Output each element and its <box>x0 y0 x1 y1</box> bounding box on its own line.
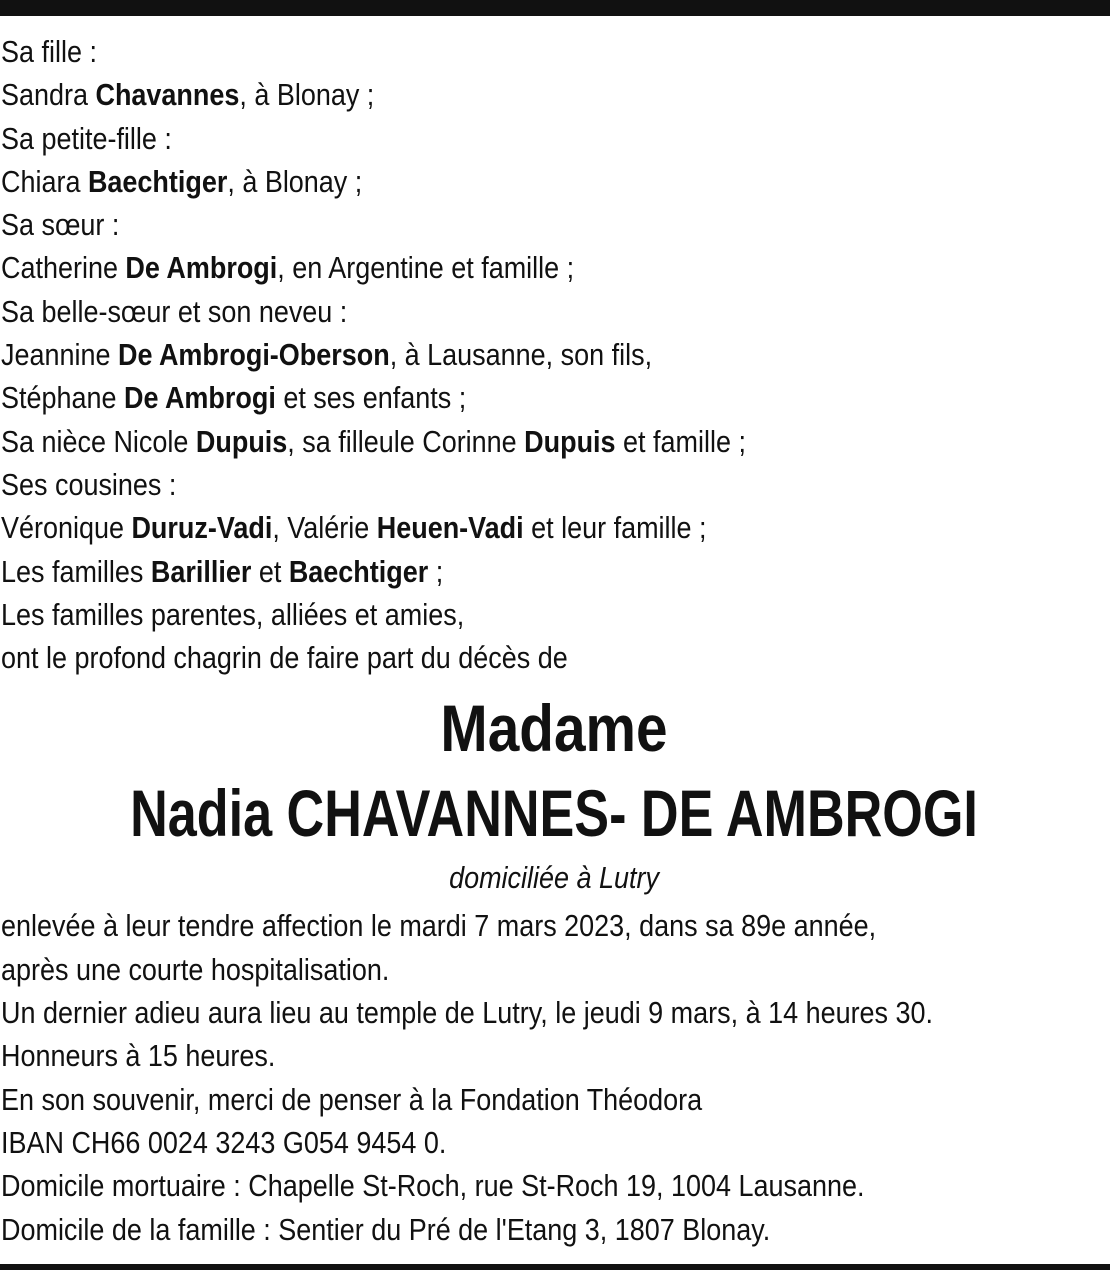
detail-line: Un dernier adieu aura lieu au temple de Lutry, le jeudi 9 mars, à 14 heures 30. <box>1 995 934 1031</box>
family-line <box>1 333 1106 376</box>
family-surname: Dupuis <box>524 423 616 459</box>
family-text: Véronique <box>1 510 132 546</box>
family-text: Sa nièce Nicole <box>1 423 196 459</box>
family-line <box>1 73 1106 116</box>
detail-line: En son souvenir, merci de penser à la Fondation Théodora <box>1 1081 703 1117</box>
family-line <box>1 117 1106 160</box>
family-line <box>1 636 1106 679</box>
family-surname: De Ambrogi <box>125 250 278 286</box>
family-line <box>1 246 1106 289</box>
family-line <box>1 506 1106 549</box>
obituary-notice <box>1 30 1107 1251</box>
family-line <box>1 376 1106 419</box>
family-line <box>1 593 1106 636</box>
detail-line: Domicile mortuaire : Chapelle St-Roch, rue St-Roch 19, 1004 Lausanne. <box>1 1168 865 1204</box>
detail-line: après une courte hospitalisation. <box>1 951 390 987</box>
family-text: Sandra <box>1 77 96 113</box>
family-line <box>1 420 1106 463</box>
family-surname: Baechtiger <box>288 553 429 589</box>
family-text: Les familles parentes, alliées et amies, <box>1 596 465 632</box>
bottom-border <box>0 1264 1110 1270</box>
family-text: Catherine <box>1 250 126 286</box>
deceased-name: Nadia CHAVANNES- DE AMBROGI <box>130 776 978 851</box>
top-border <box>0 0 1110 16</box>
family-text: Sa petite-fille : <box>1 120 172 156</box>
family-text: , à Blonay ; <box>227 163 363 199</box>
family-line <box>1 550 1106 593</box>
detail-line: enlevée à leur tendre affection le mardi 7 mars 2023, dans sa 89e année, <box>1 908 877 944</box>
family-list <box>1 30 1107 679</box>
family-text: , sa filleule Corinne <box>287 423 525 459</box>
family-surname: Heuen-Vadi <box>376 510 524 546</box>
family-text: , à Lausanne, son fils, <box>389 337 653 373</box>
family-line <box>1 463 1106 506</box>
family-surname: Chavannes <box>95 77 240 113</box>
family-line <box>1 160 1106 203</box>
family-text: Sa sœur : <box>1 207 120 243</box>
details-list <box>1 904 1107 1250</box>
family-text: , Valérie <box>272 510 377 546</box>
family-surname: De Ambrogi <box>123 380 276 416</box>
family-text: Jeannine <box>1 337 118 373</box>
family-surname: Dupuis <box>195 423 288 459</box>
family-text: Stéphane <box>1 380 124 416</box>
family-text: Les familles <box>1 553 151 589</box>
deceased-title: Madame <box>440 691 668 766</box>
family-text: Sa belle-sœur et son neveu : <box>1 293 348 329</box>
family-surname: Duruz-Vadi <box>131 510 273 546</box>
family-text: et ses enfants ; <box>275 380 467 416</box>
family-text: Chiara <box>1 163 88 199</box>
family-text: , à Blonay ; <box>239 77 375 113</box>
family-text: et <box>251 553 289 589</box>
family-text: , en Argentine et famille ; <box>277 250 575 286</box>
detail-line: IBAN CH66 0024 3243 G054 9454 0. <box>1 1124 447 1160</box>
family-line <box>1 30 1106 73</box>
family-surname: Barillier <box>150 553 252 589</box>
deceased-domicile: domiciliée à Lutry <box>449 860 659 896</box>
family-text: et famille ; <box>615 423 746 459</box>
family-text: ; <box>428 553 444 589</box>
family-text: Sa fille : <box>1 34 97 69</box>
family-text: et leur famille ; <box>523 510 707 546</box>
family-line <box>1 203 1106 246</box>
family-text: Ses cousines : <box>1 466 177 502</box>
family-text: ont le profond chagrin de faire part du décès de <box>1 640 568 676</box>
detail-line: Honneurs à 15 heures. <box>1 1038 276 1074</box>
detail-line: Domicile de la famille : Sentier du Pré de l'Etang 3, 1807 Blonay. <box>1 1211 771 1247</box>
family-surname: Baechtiger <box>87 163 228 199</box>
family-surname: De Ambrogi-Oberson <box>117 337 390 373</box>
family-line <box>1 290 1106 333</box>
